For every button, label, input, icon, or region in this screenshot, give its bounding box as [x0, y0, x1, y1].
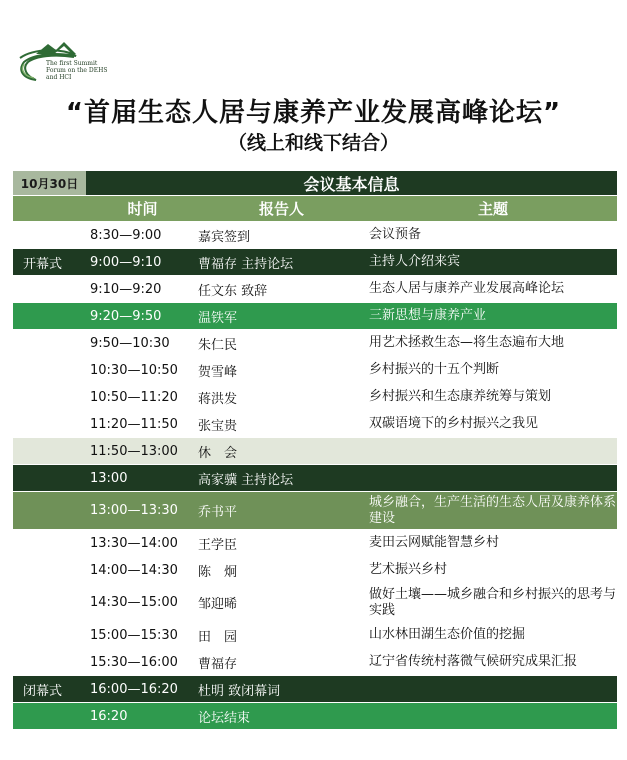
table-row	[13, 584, 617, 622]
topic-cell: 艺术振兴乡村	[369, 562, 448, 577]
table-row	[13, 557, 617, 584]
speaker-cell: 蒋洪发	[198, 391, 238, 407]
table-row	[13, 249, 617, 276]
time-cell: 16:20	[90, 708, 128, 724]
table-row	[13, 492, 617, 530]
page-title: “首届生态人居与康养产业发展高峰论坛”	[65, 98, 562, 128]
speaker-cell: 曹福存	[198, 656, 238, 672]
time-header: 时间	[127, 200, 158, 218]
table-row	[13, 384, 617, 411]
time-cell: 11:20—11:50	[90, 416, 178, 432]
topic-cell: 双碳语境下的乡村振兴之我见	[369, 416, 539, 431]
speaker-cell: 休 会	[198, 445, 238, 461]
section-title: 会议基本信息	[303, 174, 400, 194]
table-row	[13, 357, 617, 384]
table-row	[13, 465, 617, 492]
speaker-cell: 温铁军	[198, 310, 238, 326]
table-row	[13, 276, 617, 303]
speaker-cell: 乔书平	[198, 505, 238, 520]
time-cell: 16:00—16:20	[90, 681, 178, 697]
topic-cell: 辽宁省传统村落微气候研究成果汇报	[369, 654, 578, 669]
speaker-cell: 曹福存 主持论坛	[198, 256, 294, 272]
time-cell: 9:00—9:10	[90, 254, 162, 270]
time-cell: 11:50—13:00	[90, 443, 178, 459]
speaker-cell: 张宝贵	[198, 418, 238, 434]
logo-line1: The first Summit	[46, 60, 98, 67]
table-row	[13, 411, 617, 438]
table-row	[13, 222, 617, 249]
time-cell: 14:00—14:30	[90, 562, 178, 578]
table-row	[13, 330, 617, 357]
topic-cell: 做好土壤——城乡融合和乡村振兴的思考与实践	[369, 586, 617, 618]
speaker-cell: 田 园	[198, 629, 238, 645]
topic-cell: 主持人介绍来宾	[369, 254, 461, 269]
speaker-cell: 任文东 致辞	[198, 283, 268, 299]
speaker-cell: 朱仁民	[198, 337, 238, 353]
topic-header: 主题	[477, 199, 508, 218]
topic-cell: 麦田云网赋能智慧乡村	[369, 535, 500, 550]
speaker-cell: 贺雪峰	[198, 364, 238, 380]
speaker-header: 报告人	[258, 200, 304, 218]
speaker-cell: 陈 炯	[198, 564, 238, 580]
topic-cell: 会议预备	[369, 227, 422, 242]
time-cell: 9:50—10:30	[90, 335, 170, 351]
speaker-cell: 嘉宾签到	[198, 229, 251, 245]
time-cell: 15:30—16:00	[90, 654, 178, 670]
page-subtitle: （线上和线下结合）	[227, 132, 399, 154]
forum-logo	[14, 40, 109, 84]
topic-cell: 乡村振兴的十五个判断	[369, 362, 500, 377]
table-column-headers	[13, 196, 617, 222]
date-cell: 10月30日	[13, 171, 86, 195]
table-row	[13, 649, 617, 676]
session-cell: 开幕式	[13, 249, 86, 275]
schedule-table	[13, 171, 617, 730]
table-row	[13, 676, 617, 703]
logo-line2: Forum on the DEHS and HCI	[46, 67, 108, 81]
time-cell: 13:00	[90, 470, 128, 486]
topic-cell: 三新思想与康养产业	[369, 308, 487, 323]
speaker-cell: 王学臣	[198, 537, 238, 553]
topic-cell: 用艺术拯救生态—将生态遍布大地	[369, 335, 565, 350]
time-cell: 13:00—13:30	[90, 503, 178, 518]
time-cell: 15:00—15:30	[90, 627, 178, 643]
session-cell: 闭幕式	[13, 676, 86, 702]
table-row	[13, 438, 617, 465]
time-cell: 8:30—9:00	[90, 227, 162, 243]
time-cell: 10:50—11:20	[90, 389, 178, 405]
time-cell: 10:30—10:50	[90, 362, 178, 378]
time-cell: 14:30—15:00	[90, 595, 178, 610]
time-cell: 13:30—14:00	[90, 535, 178, 551]
speaker-cell: 论坛结束	[198, 710, 251, 726]
speaker-cell: 高家骥 主持论坛	[198, 472, 294, 488]
topic-cell: 城乡融合，生产生活的生态人居及康养体系建设	[369, 494, 617, 526]
time-cell: 9:20—9:50	[90, 308, 162, 324]
topic-cell: 生态人居与康养产业发展高峰论坛	[369, 281, 565, 296]
table-row	[13, 303, 617, 330]
topic-cell: 乡村振兴和生态康养统筹与策划	[369, 389, 552, 404]
table-row	[13, 530, 617, 557]
table-header-info	[13, 171, 617, 196]
topic-cell: 山水林田湖生态价值的挖掘	[369, 627, 526, 642]
speaker-cell: 邹迎晞	[198, 597, 238, 612]
table-row	[13, 622, 617, 649]
table-row	[13, 703, 617, 730]
speaker-cell: 杜明 致闭幕词	[198, 683, 281, 699]
time-cell: 9:10—9:20	[90, 281, 162, 297]
